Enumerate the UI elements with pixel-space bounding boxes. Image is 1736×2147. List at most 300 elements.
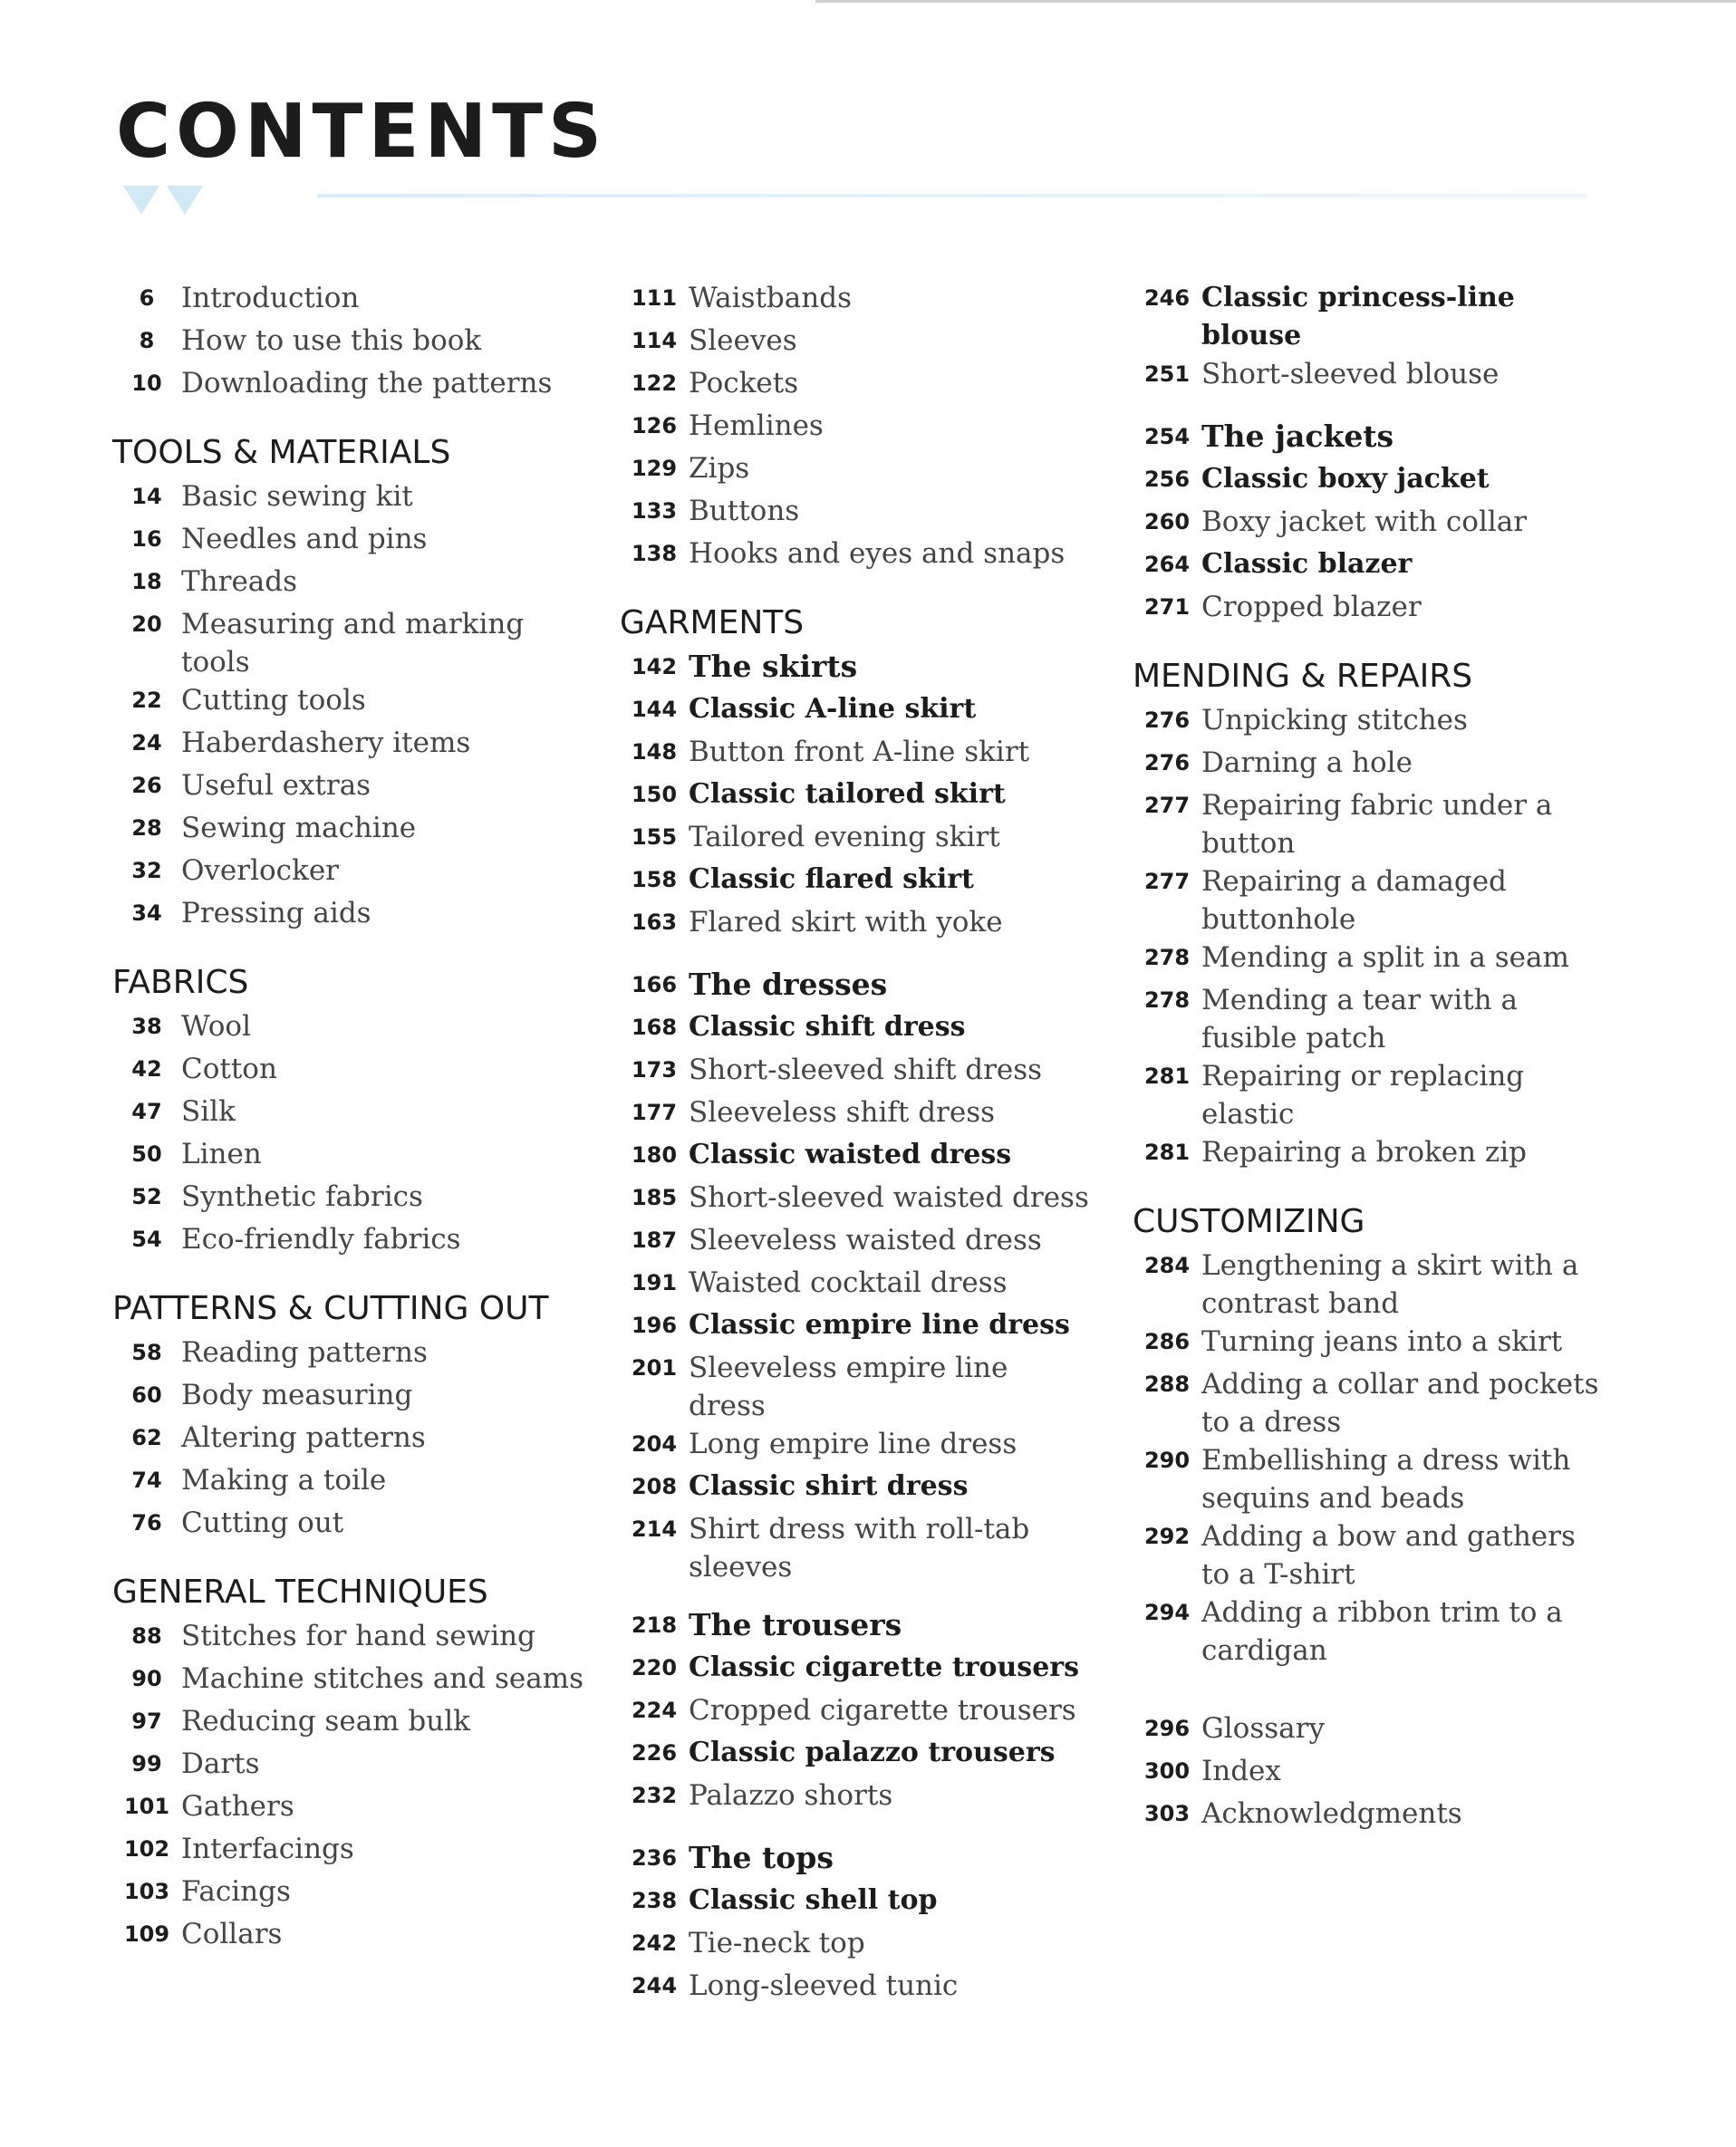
contents-entry <box>112 724 583 766</box>
entry-title: Classic shell top <box>689 1884 938 1916</box>
contents-entry <box>1133 1709 1604 1752</box>
entry-title: Darning a hole <box>1201 746 1413 779</box>
page-number: 129 <box>631 456 678 481</box>
page-number: 288 <box>1143 1372 1191 1397</box>
entry-title: Interfacings <box>181 1833 354 1865</box>
contents-entry <box>1133 1247 1604 1323</box>
page-number: 196 <box>631 1313 678 1338</box>
contents-entry <box>620 1051 1091 1093</box>
entry-title: Long-sleeved tunic <box>689 1969 959 2002</box>
page-number: 32 <box>131 858 162 883</box>
page-number: 277 <box>1143 869 1191 894</box>
page-number: 90 <box>131 1666 162 1691</box>
entry-title: Threads <box>181 565 298 598</box>
page-number: 281 <box>1143 1064 1191 1089</box>
entry-title: Sewing machine <box>181 812 417 844</box>
contents-entry <box>112 1050 583 1093</box>
contents-entry <box>112 1660 583 1702</box>
entry-title: The tops <box>689 1840 834 1875</box>
entry-title: Short-sleeved waisted dress <box>689 1181 1089 1214</box>
entry-title: Reading patterns <box>181 1336 428 1369</box>
page-number: 122 <box>631 371 678 396</box>
entry-title: Repairing or replacing elastic <box>1201 1060 1525 1131</box>
entry-title: Haberdashery items <box>181 727 471 759</box>
entry-title: Boxy jacket with collar <box>1201 505 1528 538</box>
contents-entry <box>620 1649 1091 1691</box>
entry-title: Cotton <box>181 1053 277 1085</box>
page-number: 126 <box>631 413 678 438</box>
contents-entry <box>620 492 1091 534</box>
page-number: 238 <box>631 1888 678 1913</box>
contents-entry <box>1133 355 1604 398</box>
page-number: 226 <box>631 1740 678 1766</box>
entry-title: The jackets <box>1201 419 1394 454</box>
contents-entry <box>112 766 583 809</box>
page-number: 242 <box>631 1930 678 1956</box>
contents-entry <box>112 894 583 937</box>
entry-title: Button front A-line skirt <box>689 736 1030 768</box>
contents-entry <box>620 322 1091 364</box>
section-heading: CUSTOMIZING <box>1133 1203 1365 1240</box>
contents-entry <box>620 1734 1091 1776</box>
page-number: 6 <box>139 285 155 311</box>
page-number: 277 <box>1143 793 1191 818</box>
contents-entry <box>620 1221 1091 1264</box>
contents-entry <box>112 279 583 322</box>
contents-entry <box>1133 1133 1604 1176</box>
contents-entry <box>620 1839 1091 1882</box>
contents-entry <box>620 690 1091 733</box>
entry-title: Short-sleeved blouse <box>1201 358 1500 390</box>
entry-title: Classic waisted dress <box>689 1139 1012 1170</box>
page-number: 278 <box>1143 945 1191 970</box>
entry-title: Cutting out <box>181 1507 344 1539</box>
contents-entry <box>1133 1365 1604 1441</box>
page-number: 290 <box>1143 1448 1191 1473</box>
entry-title: Cutting tools <box>181 684 366 717</box>
contents-entry <box>620 1468 1091 1510</box>
entry-title: Adding a ribbon trim to a cardigan <box>1201 1596 1563 1667</box>
page-number: 58 <box>131 1340 162 1365</box>
entry-title: Body measuring <box>181 1379 413 1411</box>
page-number: 201 <box>631 1355 678 1381</box>
contents-entry <box>112 1745 583 1787</box>
entry-title: Long empire line dress <box>689 1428 1017 1460</box>
contents-column-1 <box>112 279 583 1958</box>
entry-title: Classic cigarette trousers <box>689 1651 1079 1683</box>
page-number: 148 <box>631 739 678 765</box>
contents-entry <box>620 1776 1091 1819</box>
page-number: 246 <box>1143 285 1191 311</box>
contents-section <box>112 958 583 1263</box>
entry-title: Classic palazzo trousers <box>689 1737 1056 1768</box>
page-number: 191 <box>631 1270 678 1295</box>
title-rule <box>317 194 1587 197</box>
page-number: 22 <box>131 688 162 713</box>
page-number: 111 <box>631 285 678 311</box>
entry-title: Unpicking stitches <box>1201 704 1468 737</box>
contents-entry <box>112 1093 583 1135</box>
page-number: 133 <box>631 498 678 524</box>
contents-entry <box>112 1504 583 1546</box>
entry-title: Palazzo shorts <box>689 1779 893 1812</box>
page-number: 281 <box>1143 1140 1191 1165</box>
contents-entry <box>1133 545 1604 588</box>
contents-entry <box>112 1702 583 1745</box>
contents-section <box>112 1568 583 1958</box>
entry-title: Classic tailored skirt <box>689 778 1006 810</box>
page-number: 187 <box>631 1228 678 1253</box>
contents-column-3 <box>1133 279 1604 1837</box>
contents-entry <box>112 364 583 407</box>
page-number: 50 <box>131 1141 162 1167</box>
entry-title: Shirt dress with roll-tab sleeves <box>689 1513 1030 1584</box>
contents-entry <box>620 407 1091 449</box>
contents-entry <box>620 279 1091 322</box>
section-heading: MENDING & REPAIRS <box>1133 658 1473 695</box>
page-number: 264 <box>1143 552 1191 577</box>
contents-entry <box>112 1178 583 1220</box>
contents-entry <box>620 1510 1091 1586</box>
page-number: 138 <box>631 541 678 566</box>
contents-entry <box>620 1349 1091 1425</box>
contents-entry <box>620 1093 1091 1136</box>
entry-title: Turning jeans into a skirt <box>1201 1325 1563 1358</box>
group-spacer <box>1133 398 1604 418</box>
page-number: 10 <box>131 371 162 396</box>
entry-title: Pockets <box>689 367 799 400</box>
page-number: 204 <box>631 1431 678 1457</box>
page-number: 38 <box>131 1014 162 1039</box>
contents-entry <box>1133 418 1604 460</box>
contents-entry <box>1133 1441 1604 1517</box>
contents-entry <box>620 861 1091 903</box>
entry-title: Sleeves <box>689 324 797 357</box>
contents-section <box>1133 279 1604 631</box>
entry-title: Lengthening a skirt with a contrast band <box>1201 1249 1579 1320</box>
contents-entry <box>112 1376 583 1419</box>
contents-entry <box>1133 460 1604 503</box>
contents-entry <box>112 1461 583 1504</box>
contents-entry <box>620 1425 1091 1468</box>
entry-title: Acknowledgments <box>1201 1797 1462 1830</box>
contents-entry <box>112 1333 583 1376</box>
page-number: 26 <box>131 773 162 798</box>
page-number: 276 <box>1143 708 1191 733</box>
page-number: 42 <box>131 1056 162 1082</box>
page-number: 97 <box>131 1709 162 1734</box>
entry-title: Cropped blazer <box>1201 591 1422 623</box>
triangle-ornament-icon <box>123 186 159 215</box>
entry-title: Useful extras <box>181 769 371 802</box>
contents-entry <box>1133 786 1604 862</box>
page-number: 101 <box>123 1794 170 1819</box>
page-number: 214 <box>631 1516 678 1542</box>
contents-entry <box>1133 701 1604 744</box>
contents-entry <box>620 1136 1091 1179</box>
entry-title: Repairing a broken zip <box>1201 1136 1528 1169</box>
contents-entry <box>620 1264 1091 1306</box>
contents-entry <box>112 809 583 852</box>
page-number: 28 <box>131 815 162 841</box>
contents-entry <box>1133 981 1604 1057</box>
page-number: 155 <box>631 824 678 850</box>
entry-title: Cropped cigarette trousers <box>689 1694 1076 1727</box>
contents-entry <box>112 1419 583 1461</box>
contents-entry <box>1133 939 1604 981</box>
page-number: 251 <box>1143 361 1191 387</box>
contents-entry <box>112 1873 583 1915</box>
contents-entry <box>1133 1323 1604 1365</box>
page-number: 20 <box>131 611 162 637</box>
entry-title: Altering patterns <box>181 1421 426 1454</box>
entry-title: Zips <box>689 452 750 485</box>
contents-section <box>620 279 1091 577</box>
entry-title: The dresses <box>689 967 888 1002</box>
contents-entry <box>112 605 583 681</box>
entry-title: Linen <box>181 1138 262 1170</box>
entry-title: Sleeveless empire line dress <box>689 1352 1008 1422</box>
triangle-ornament-icon <box>167 186 203 215</box>
page-number: 142 <box>631 654 678 679</box>
contents-section <box>1133 652 1604 1176</box>
contents-section <box>112 428 583 937</box>
contents-entry <box>1133 1752 1604 1795</box>
entry-title: Classic princess-line blouse <box>1201 282 1515 351</box>
group-spacer <box>620 1819 1091 1839</box>
contents-entry <box>620 1924 1091 1967</box>
contents-entry <box>620 1008 1091 1051</box>
entry-title: Index <box>1201 1755 1281 1787</box>
entry-title: Hooks and eyes and snaps <box>689 537 1066 570</box>
page-number: 276 <box>1143 750 1191 775</box>
contents-entry <box>620 1967 1091 2009</box>
contents-entry <box>620 449 1091 492</box>
page-number: 180 <box>631 1142 678 1168</box>
entry-title: Classic empire line dress <box>689 1309 1070 1341</box>
page-number: 150 <box>631 782 678 807</box>
entry-title: Adding a bow and gathers to a T-shirt <box>1201 1520 1576 1591</box>
page-number: 300 <box>1143 1758 1191 1784</box>
entry-title: Darts <box>181 1747 260 1780</box>
entry-title: How to use this book <box>181 324 482 357</box>
contents-entry <box>1133 1057 1604 1133</box>
page-number: 166 <box>631 972 678 997</box>
entry-title: Classic blazer <box>1201 548 1413 580</box>
entry-title: Embellishing a dress with sequins and beads <box>1201 1444 1571 1515</box>
page-number: 271 <box>1143 594 1191 620</box>
entry-title: Silk <box>181 1095 236 1128</box>
group-spacer <box>620 946 1091 966</box>
entry-title: Adding a collar and pockets to a dress <box>1201 1368 1599 1439</box>
contents-entry <box>112 852 583 894</box>
page-number: 173 <box>631 1057 678 1083</box>
page-number: 114 <box>631 328 678 353</box>
contents-entry <box>620 733 1091 775</box>
contents-entry <box>620 1606 1091 1649</box>
page-number: 14 <box>131 484 162 509</box>
page-number: 218 <box>631 1613 678 1638</box>
entry-title: Tie-neck top <box>689 1927 865 1959</box>
entry-title: The skirts <box>689 649 858 684</box>
page-number: 54 <box>131 1227 162 1252</box>
entry-title: Classic A-line skirt <box>689 693 977 725</box>
entry-title: Synthetic fabrics <box>181 1180 423 1213</box>
page-number: 88 <box>131 1623 162 1649</box>
page-number: 286 <box>1143 1329 1191 1354</box>
contents-entry <box>620 648 1091 690</box>
section-heading: GENERAL TECHNIQUES <box>112 1574 488 1611</box>
contents-entry <box>1133 1593 1604 1670</box>
contents-entry <box>620 1306 1091 1349</box>
page-number: 99 <box>131 1751 162 1776</box>
page-number: 168 <box>631 1015 678 1040</box>
entry-title: Pressing aids <box>181 897 371 929</box>
page-top-edge <box>815 0 1736 3</box>
page-number: 185 <box>631 1185 678 1210</box>
entry-title: Measuring and marking tools <box>181 608 525 679</box>
page-number: 220 <box>631 1655 678 1680</box>
page-number: 8 <box>139 328 155 353</box>
contents-entry <box>112 563 583 605</box>
page-number: 18 <box>131 569 162 594</box>
page-number: 74 <box>131 1468 162 1493</box>
entry-title: Wool <box>181 1010 252 1043</box>
entry-title: Classic shift dress <box>689 1011 966 1043</box>
group-spacer <box>1133 1690 1604 1709</box>
page-number: 76 <box>131 1510 162 1536</box>
contents-entry <box>620 818 1091 861</box>
page-number: 16 <box>131 526 162 552</box>
page-number: 103 <box>123 1879 170 1904</box>
page-number: 62 <box>131 1425 162 1450</box>
page-number: 224 <box>631 1698 678 1723</box>
page-number: 292 <box>1143 1524 1191 1549</box>
page-number: 47 <box>131 1099 162 1124</box>
contents-entry <box>620 966 1091 1008</box>
contents-entry <box>620 1691 1091 1734</box>
entry-title: Overlocker <box>181 854 339 887</box>
contents-entry <box>1133 503 1604 545</box>
contents-entry <box>112 322 583 364</box>
entry-title: Classic shirt dress <box>689 1470 969 1502</box>
contents-entry <box>620 1179 1091 1221</box>
entry-title: Sleeveless shift dress <box>689 1096 996 1129</box>
section-heading: FABRICS <box>112 964 249 1001</box>
entry-title: Mending a tear with a fusible patch <box>1201 984 1518 1054</box>
entry-title: Machine stitches and seams <box>181 1662 583 1695</box>
entry-title: Gathers <box>181 1790 294 1823</box>
entry-title: The trousers <box>689 1607 902 1642</box>
page-number: 24 <box>131 730 162 756</box>
page-number: 158 <box>631 867 678 892</box>
page-number: 236 <box>631 1845 678 1871</box>
page-number: 109 <box>123 1921 170 1947</box>
contents-entry <box>620 364 1091 407</box>
page-number: 296 <box>1143 1716 1191 1741</box>
contents-entry <box>1133 279 1604 355</box>
entry-title: Repairing fabric under a button <box>1201 789 1553 860</box>
contents-entry <box>112 477 583 520</box>
page-number: 208 <box>631 1474 678 1499</box>
contents-entry <box>1133 588 1604 631</box>
contents-entry <box>620 903 1091 946</box>
contents-entry <box>1133 744 1604 786</box>
contents-entry <box>112 1220 583 1263</box>
entry-title: Sleeveless waisted dress <box>689 1224 1042 1256</box>
contents-entry <box>112 1915 583 1958</box>
contents-section <box>1133 1198 1604 1837</box>
contents-entry <box>1133 862 1604 939</box>
page-number: 177 <box>631 1100 678 1125</box>
entry-title: Waisted cocktail dress <box>689 1266 1008 1299</box>
contents-section <box>620 599 1091 2009</box>
contents-entry <box>1133 1795 1604 1837</box>
entry-title: Waistbands <box>689 282 852 314</box>
entry-title: Flared skirt with yoke <box>689 906 1003 939</box>
contents-entry <box>112 1007 583 1050</box>
contents-entry <box>112 1830 583 1873</box>
entry-title: Classic flared skirt <box>689 863 974 895</box>
entry-title: Facings <box>181 1875 291 1908</box>
contents-entry <box>112 1787 583 1830</box>
contents-entry <box>620 534 1091 577</box>
entry-title: Short-sleeved shift dress <box>689 1054 1043 1086</box>
contents-entry <box>112 520 583 563</box>
page-number: 284 <box>1143 1253 1191 1278</box>
entry-title: Repairing a damaged buttonhole <box>1201 865 1507 936</box>
entry-title: Introduction <box>181 282 360 314</box>
page-number: 254 <box>1143 424 1191 449</box>
page-number: 163 <box>631 910 678 935</box>
contents-entry <box>112 1135 583 1178</box>
entry-title: Downloading the patterns <box>181 367 553 400</box>
page-number: 60 <box>131 1382 162 1408</box>
page-number: 232 <box>631 1783 678 1808</box>
entry-title: Glossary <box>1201 1712 1325 1745</box>
page-number: 278 <box>1143 987 1191 1013</box>
page-number: 144 <box>631 697 678 722</box>
entry-title: Eco-friendly fabrics <box>181 1223 461 1256</box>
entry-title: Classic boxy jacket <box>1201 463 1490 495</box>
contents-column-2 <box>620 279 1091 2009</box>
page-number: 256 <box>1143 467 1191 492</box>
contents-entry <box>620 775 1091 818</box>
entry-title: Tailored evening skirt <box>689 821 1000 853</box>
page-number: 244 <box>631 1973 678 1998</box>
entry-title: Making a toile <box>181 1464 387 1497</box>
group-spacer <box>620 1586 1091 1606</box>
page-title: CONTENTS <box>116 89 608 175</box>
section-heading: PATTERNS & CUTTING OUT <box>112 1290 549 1327</box>
section-heading: TOOLS & MATERIALS <box>112 434 451 471</box>
entry-title: Collars <box>181 1918 283 1950</box>
page-number: 102 <box>123 1836 170 1862</box>
entry-title: Buttons <box>689 495 800 527</box>
entry-title: Needles and pins <box>181 523 428 555</box>
contents-section <box>112 1285 583 1546</box>
entry-title: Mending a split in a seam <box>1201 941 1569 974</box>
contents-entry <box>112 681 583 724</box>
contents-entry <box>112 1617 583 1660</box>
entry-title: Reducing seam bulk <box>181 1705 470 1738</box>
entry-title: Basic sewing kit <box>181 480 413 513</box>
section-heading: GARMENTS <box>620 604 805 641</box>
contents-entry <box>1133 1517 1604 1593</box>
contents-entry <box>620 1882 1091 1924</box>
page-number: 294 <box>1143 1600 1191 1625</box>
page-number: 260 <box>1143 509 1191 534</box>
